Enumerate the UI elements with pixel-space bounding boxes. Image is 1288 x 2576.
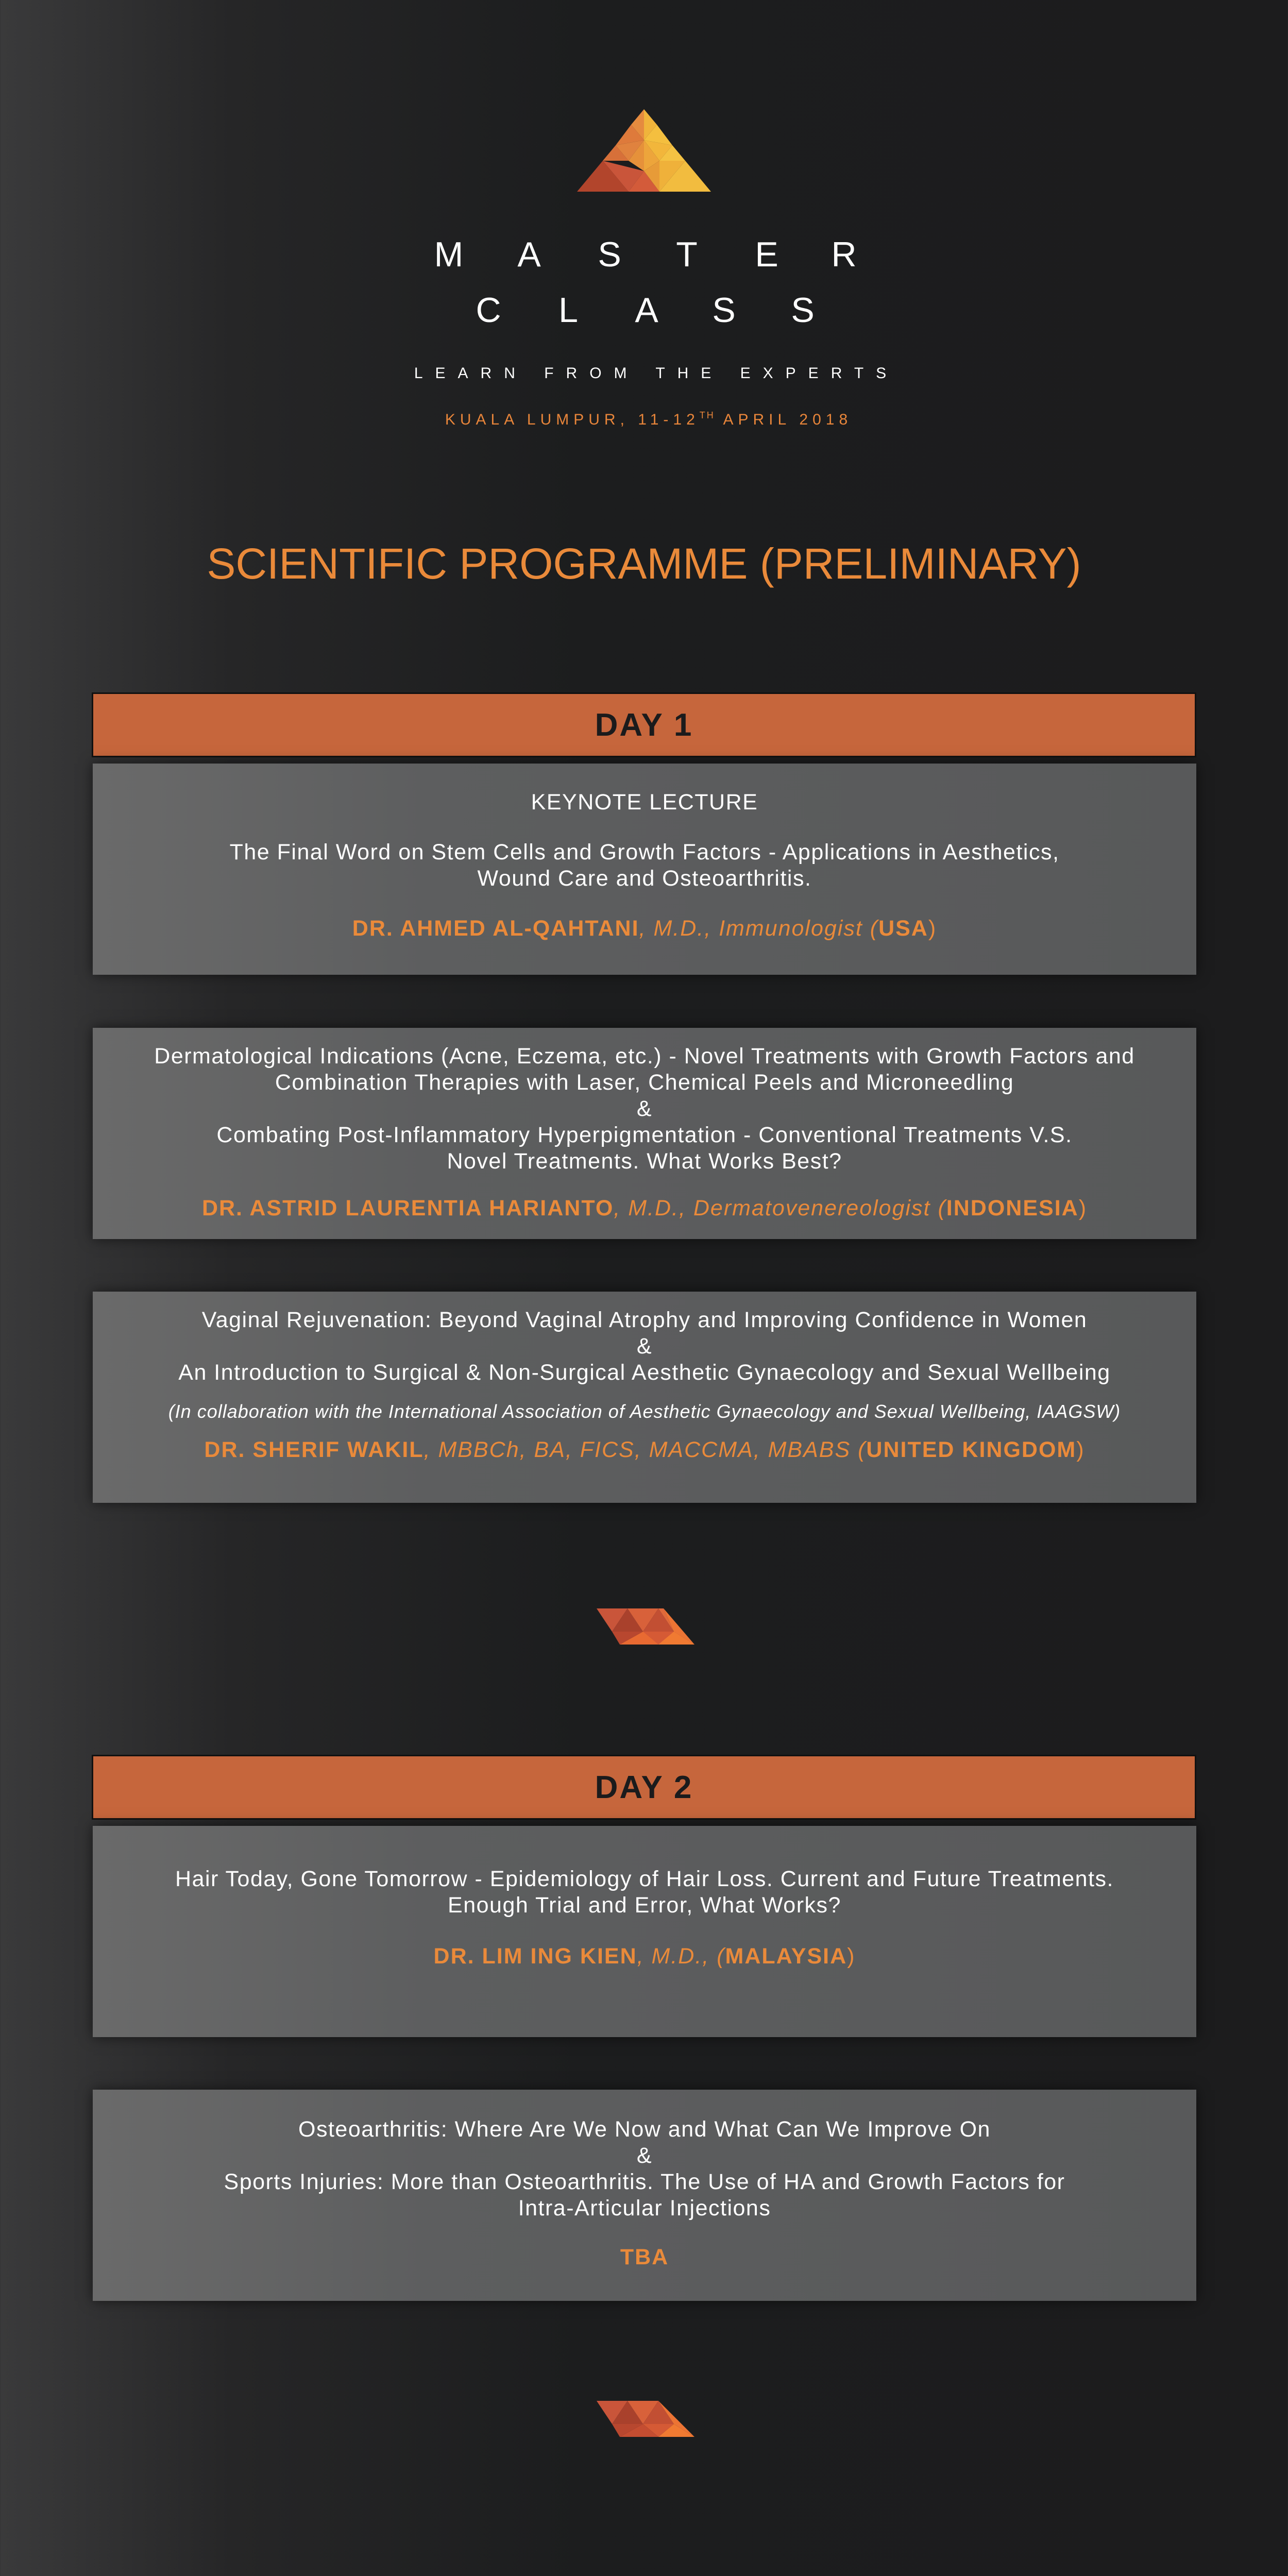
programme-title: SCIENTIFIC PROGRAMME (PRELIMINARY) — [207, 539, 1081, 588]
speaker-name: TBA — [620, 2245, 669, 2269]
day1-session-dermatology — [93, 1028, 1196, 1239]
speaker-name: DR. ASTRID LAURENTIA HARIANTO — [201, 1196, 614, 1221]
session-title-line: Sports Injuries: More than Osteoarthritis. The Use of HA and Growth Factors for — [224, 2170, 1065, 2194]
wordmark-letter: S — [791, 291, 815, 330]
wordmark-letter: E — [755, 235, 778, 274]
session-heading: KEYNOTE LECTURE — [531, 790, 758, 815]
speaker-close: ) — [928, 916, 937, 941]
speaker-credentials: , M.D., Immunologist ( — [639, 916, 879, 941]
speaker-country: USA — [878, 916, 928, 941]
wordmark-row-class — [0, 290, 1288, 331]
session-title-line: Novel Treatments. What Works Best? — [447, 1149, 842, 1174]
wordmark-letter: A — [517, 235, 541, 274]
masterclass-logo-icon — [567, 89, 721, 192]
speaker-country: UNITED KINGDOM — [866, 1437, 1077, 1462]
speaker — [93, 1943, 1196, 1970]
session-title-line: Wound Care and Osteoarthritis. — [477, 866, 812, 891]
speaker-close: ) — [847, 1944, 856, 1969]
session-title-line: Enough Trial and Error, What Works? — [448, 1893, 841, 1918]
wordmark-letter: L — [558, 291, 578, 330]
date-superscript: TH — [699, 410, 715, 420]
date-prefix: KUALA LUMPUR, 11-12 — [445, 411, 700, 428]
ampersand: & — [636, 1096, 653, 1121]
ampersand: & — [636, 1334, 653, 1359]
session-title-line: Intra-Articular Injections — [518, 2196, 771, 2221]
logo-wordmark — [0, 234, 1288, 337]
session-title-line: Dermatological Indications (Acne, Eczema, etc.) - Novel Treatments with Growth Factors and — [154, 1044, 1135, 1069]
wordmark-letter: R — [831, 235, 857, 274]
session-title-line: Combination Therapies with Laser, Chemical Peels and Microneedling — [275, 1070, 1014, 1095]
triangle-divider-icon — [597, 1608, 694, 1645]
wordmark-letter: M — [434, 235, 464, 274]
speaker — [93, 2244, 1196, 2270]
speaker-name: DR. AHMED AL-QAHTANI — [352, 916, 639, 941]
speaker-credentials: , M.D., ( — [637, 1944, 725, 1969]
day1-session-gynaecology — [93, 1292, 1196, 1503]
wordmark-row-master — [0, 234, 1288, 276]
speaker-name: DR. LIM ING KIEN — [433, 1944, 637, 1969]
session-title-line: An Introduction to Surgical & Non-Surgical Aesthetic Gynaecology and Sexual Wellbeing — [178, 1360, 1111, 1385]
wordmark-letter: S — [712, 291, 736, 330]
wordmark-letter: T — [676, 235, 698, 274]
session-title-line: Combating Post-Inflammatory Hyperpigmentation - Conventional Treatments V.S. — [216, 1123, 1073, 1147]
event-date-location — [0, 410, 1288, 429]
date-suffix: APRIL 2018 — [715, 411, 853, 428]
speaker-country: MALAYSIA — [725, 1944, 848, 1969]
session-title-line: Vaginal Rejuvenation: Beyond Vaginal Atrophy and Improving Confidence in Women — [201, 1308, 1088, 1332]
speaker-name: DR. SHERIF WAKIL — [204, 1437, 424, 1462]
day2-header: DAY 2 — [92, 1755, 1196, 1820]
day1-session-keynote — [93, 764, 1196, 975]
tagline: LEARN FROM THE EXPERTS — [414, 365, 899, 382]
speaker — [93, 916, 1196, 942]
speaker — [93, 1437, 1196, 1463]
wordmark-letter: S — [598, 235, 621, 274]
speaker-credentials: , M.D., Dermatovenereologist ( — [614, 1196, 946, 1221]
speaker-credentials: , MBBCh, BA, FICS, MACCMA, MBABS ( — [423, 1437, 867, 1462]
ampersand: & — [636, 2143, 653, 2168]
collaboration-note: (In collaboration with the International Association of Aesthetic Gynaecology and Sexual Wellbeing, IAAGSW) — [168, 1401, 1121, 1422]
speaker-close: ) — [1078, 1196, 1088, 1221]
speaker-close: ) — [1076, 1437, 1085, 1462]
speaker — [93, 1195, 1196, 1222]
session-title-line: The Final Word on Stem Cells and Growth Factors - Applications in Aesthetics, — [229, 840, 1060, 865]
session-title-line: Osteoarthritis: Where Are We Now and What Can We Improve On — [298, 2117, 991, 2142]
triangle-divider-icon — [597, 2401, 694, 2437]
wordmark-letter: C — [476, 291, 501, 330]
day2-session-osteoarthritis — [93, 2090, 1196, 2301]
speaker-country: INDONESIA — [946, 1196, 1079, 1221]
day2-session-hair-loss — [93, 1826, 1196, 2037]
session-title-line: Hair Today, Gone Tomorrow - Epidemiology of Hair Loss. Current and Future Treatments. — [175, 1867, 1114, 1891]
wordmark-letter: A — [635, 291, 658, 330]
day1-header: DAY 1 — [92, 692, 1196, 757]
